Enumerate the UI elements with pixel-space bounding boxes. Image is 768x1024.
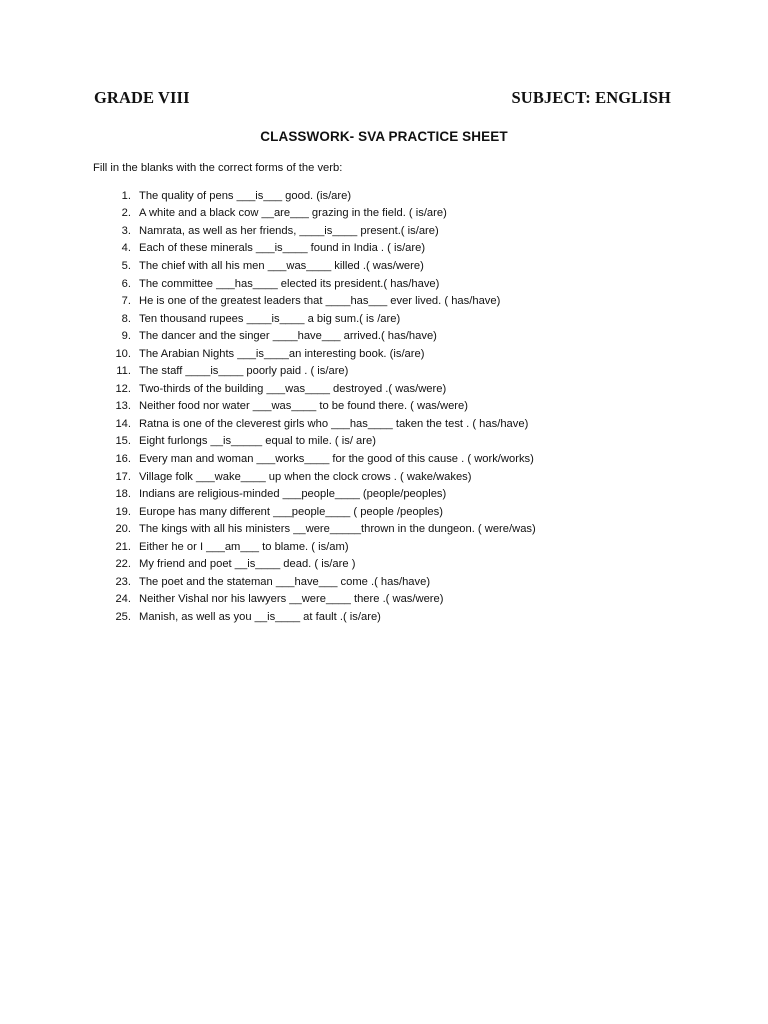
question-number: 13. <box>115 400 131 413</box>
question-item <box>106 222 536 240</box>
question-item <box>106 362 536 380</box>
question-text: The quality of pens ___is___ good. (is/are) <box>139 189 352 202</box>
question-number: 11. <box>116 365 131 378</box>
question-item <box>106 538 536 556</box>
question-number: 2. <box>121 207 131 220</box>
question-number: 10. <box>115 347 131 360</box>
question-item <box>106 485 536 503</box>
question-text: The dancer and the singer ____have___ arrived.( has/have) <box>139 330 437 343</box>
question-item <box>106 310 536 328</box>
question-number: 23. <box>115 575 131 588</box>
question-item <box>106 450 536 468</box>
question-item <box>106 398 536 416</box>
question-text: My friend and poet __is____ dead. ( is/are ) <box>139 558 356 571</box>
question-text: The poet and the stateman ___have___ come .( has/have) <box>139 575 431 588</box>
question-number: 12. <box>115 382 131 395</box>
question-item <box>106 380 536 398</box>
question-item <box>106 292 536 310</box>
question-text: Neither food nor water ___was____ to be found there. ( was/were) <box>139 400 468 413</box>
question-text: Namrata, as well as her friends, ____is____ present.( is/are) <box>139 224 439 237</box>
question-item <box>106 503 536 521</box>
question-number: 4. <box>121 242 131 255</box>
question-item <box>106 275 536 293</box>
question-item <box>106 433 536 451</box>
question-text: Every man and woman ___works____ for the good of this cause . ( work/works) <box>139 452 534 465</box>
question-text: Village folk ___wake____ up when the clock crows . ( wake/wakes) <box>139 470 472 483</box>
header-row <box>94 86 671 110</box>
question-number: 17. <box>115 470 131 483</box>
question-text: Ratna is one of the cleverest girls who ___has____ taken the test . ( has/have) <box>139 417 529 430</box>
question-number: 6. <box>121 277 131 290</box>
question-item <box>106 187 536 205</box>
question-text: Eight furlongs __is_____ equal to mile. ( is/ are) <box>139 435 376 448</box>
question-item <box>106 573 536 591</box>
question-item <box>106 257 536 275</box>
question-number: 15. <box>115 435 131 448</box>
instruction-text: Fill in the blanks with the correct forms of the verb: <box>93 162 343 174</box>
question-list <box>106 187 536 626</box>
question-number: 25. <box>115 610 131 623</box>
question-text: Ten thousand rupees ____is____ a big sum.( is /are) <box>139 312 401 325</box>
question-item <box>106 327 536 345</box>
question-text: A white and a black cow __are___ grazing in the field. ( is/are) <box>139 207 447 220</box>
question-number: 18. <box>115 488 131 501</box>
question-item <box>106 345 536 363</box>
question-item <box>106 608 536 626</box>
question-item <box>106 555 536 573</box>
question-text: Each of these minerals ___is____ found in India . ( is/are) <box>139 242 426 255</box>
question-number: 20. <box>115 523 131 536</box>
question-text: Neither Vishal nor his lawyers __were____ there .( was/were) <box>139 593 444 606</box>
question-text: Europe has many different ___people____ ( people /peoples) <box>139 505 443 518</box>
question-text: The committee ___has____ elected its president.( has/have) <box>139 277 440 290</box>
question-number: 19. <box>115 505 131 518</box>
question-number: 21. <box>115 540 131 553</box>
question-number: 9. <box>121 330 131 343</box>
question-text: Either he or I ___am___ to blame. ( is/am) <box>139 540 349 553</box>
question-number: 1. <box>121 189 131 202</box>
question-text: The staff ____is____ poorly paid . ( is/are) <box>139 365 349 378</box>
question-text: The Arabian Nights ___is____an interesting book. (is/are) <box>139 347 425 360</box>
question-number: 3. <box>121 224 131 237</box>
question-item <box>106 591 536 609</box>
question-text: Manish, as well as you __is____ at fault .( is/are) <box>139 610 381 623</box>
question-number: 5. <box>121 259 131 272</box>
question-number: 8. <box>121 312 131 325</box>
question-text: The kings with all his ministers __were_____thrown in the dungeon. ( were/was) <box>139 523 536 536</box>
page-title: CLASSWORK- SVA PRACTICE SHEET <box>260 129 508 144</box>
question-number: 24. <box>115 593 131 606</box>
grade-label: GRADE VIII <box>94 88 190 107</box>
question-item <box>106 240 536 258</box>
question-item <box>106 468 536 486</box>
question-number: 7. <box>121 295 131 308</box>
question-text: The chief with all his men ___was____ killed .( was/were) <box>139 259 424 272</box>
question-text: He is one of the greatest leaders that ____has___ ever lived. ( has/have) <box>139 295 501 308</box>
question-item <box>106 205 536 223</box>
question-number: 14. <box>115 417 131 430</box>
question-text: Two-thirds of the building ___was____ destroyed .( was/were) <box>139 382 447 395</box>
question-item <box>106 415 536 433</box>
question-number: 22. <box>115 558 131 571</box>
question-text: Indians are religious-minded ___people____ (people/peoples) <box>139 488 447 501</box>
question-item <box>106 520 536 538</box>
question-number: 16. <box>115 452 131 465</box>
subject-label: SUBJECT: ENGLISH <box>511 88 671 107</box>
